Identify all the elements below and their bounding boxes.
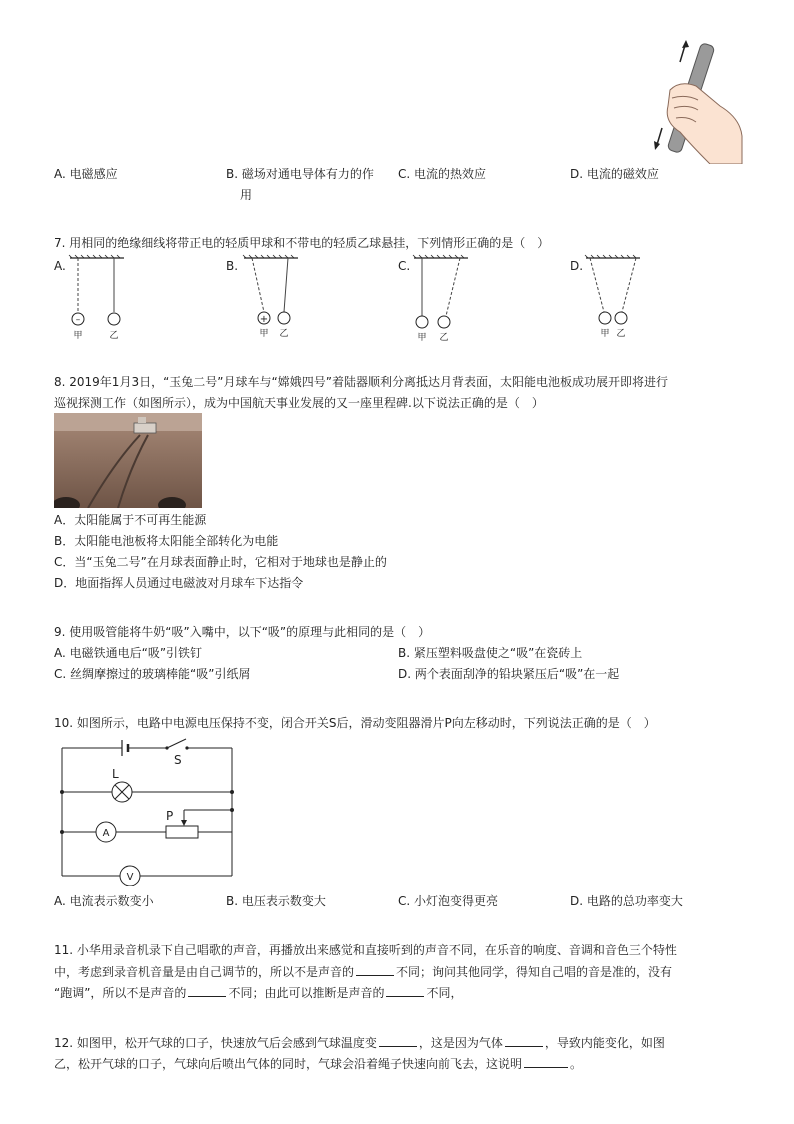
q6-option-b-cont: 用 xyxy=(240,188,253,202)
q10-option-c: C. 小灯泡变得更亮 xyxy=(398,894,499,908)
q7-label-c: C. xyxy=(398,259,411,273)
q10-option-b: B. 电压表示数变大 xyxy=(226,894,326,908)
hand-magnet-figure xyxy=(640,36,744,164)
plus-sign: + xyxy=(259,314,269,325)
ammeter-label: A xyxy=(102,828,110,839)
q11-line2: 中，考虑到录音机音量是由自己调节的，所以不是声音的 不同；询问其他同学，得知自己唱的音是准的，没有 xyxy=(54,965,673,979)
q9-option-d: D. 两个表面刮净的铅块紧压后“吸”在一起 xyxy=(398,667,620,681)
q11-blank-1[interactable] xyxy=(356,963,394,976)
q12-line2: 乙，松开气球的口子，气球向后喷出气体的同时，气球会沿着绳子快速向前飞去，这说明 。 xyxy=(54,1057,583,1071)
q6-option-d: D. 电流的磁效应 xyxy=(570,167,659,181)
q12-blank-1[interactable] xyxy=(379,1034,417,1047)
q8-option-c: C．当“玉兔二号”在月球表面静止时，它相对于地球也是静止的 xyxy=(54,555,387,569)
q11-blank-2[interactable] xyxy=(188,984,226,997)
svg-text:甲: 甲 xyxy=(259,329,269,339)
q8-option-d: D．地面指挥人员通过电磁波对月球车下达指令 xyxy=(54,576,304,590)
q11-blank-3[interactable] xyxy=(386,984,424,997)
q7-label-d: D. xyxy=(570,259,584,273)
svg-text:–: – xyxy=(75,315,81,325)
q7-figure-c xyxy=(410,254,474,344)
switch-blade xyxy=(167,739,186,748)
slider-label: P xyxy=(166,809,174,823)
q8-option-a: A．太阳能属于不可再生能源 xyxy=(54,513,207,527)
svg-text:乙: 乙 xyxy=(616,329,626,339)
q10-stem: 10. 如图所示，电路中电源电压保持不变，闭合开关S后，滑动变阻器滑片P向左移动时，下列说法正确的是（ ） xyxy=(54,716,656,730)
q9-option-a: A. 电磁铁通电后“吸”引铁钉 xyxy=(54,646,203,660)
q7-label-b: B. xyxy=(226,259,239,273)
q8-option-b: B．太阳能电池板将太阳能全部转化为电能 xyxy=(54,534,279,548)
q8-stem-line2: 巡视探测工作（如图所示），成为中国航天事业发展的又一座里程碑.以下说法正确的是（ ） xyxy=(54,396,544,410)
q7-stem: 7. 用相同的绝缘细线将带正电的轻质甲球和不带电的轻质乙球悬挂，下列情形正确的是（ ） xyxy=(54,236,550,250)
moon-rover-photo xyxy=(54,413,202,508)
q10-option-d: D. 电路的总功率变大 xyxy=(570,894,683,908)
svg-text:乙: 乙 xyxy=(279,329,289,339)
q7-figure-d xyxy=(582,254,646,344)
svg-text:甲: 甲 xyxy=(417,333,427,343)
q9-option-c: C. 丝绸摩擦过的玻璃棒能“吸”引纸屑 xyxy=(54,667,251,681)
q12-blank-3[interactable] xyxy=(524,1055,568,1068)
q6-option-a: A. 电磁感应 xyxy=(54,167,118,181)
ball-jia-label: 甲 xyxy=(73,331,83,341)
q7-figure-a xyxy=(66,254,130,344)
q9-option-b: B. 紧压塑料吸盘使之“吸”在瓷砖上 xyxy=(398,646,583,660)
q7-label-a: A. xyxy=(54,259,66,273)
voltmeter-label: V xyxy=(126,872,134,883)
q6-option-b: B. 磁场对通电导体有力的作 xyxy=(226,167,374,181)
circuit-diagram xyxy=(54,736,244,886)
svg-text:甲: 甲 xyxy=(600,329,610,339)
q6-option-c: C. 电流的热效应 xyxy=(398,167,487,181)
q7-figure-b xyxy=(240,254,304,344)
q12-blank-2[interactable] xyxy=(505,1034,543,1047)
q10-option-a: A. 电流表示数变小 xyxy=(54,894,154,908)
rheostat xyxy=(166,826,198,838)
q11-line3: “跑调”，所以不是声音的 不同；由此可以推断是声音的 不同， xyxy=(54,986,463,1000)
ball-yi-label: 乙 xyxy=(109,331,119,341)
q8-stem-line1: 8. 2019年1月3日，“玉兔二号”月球车与“嫦娥四号”着陆器顺利分离抵达月背表面，太阳能电池板成功展开即将进行 xyxy=(54,375,668,389)
lamp-label: L xyxy=(112,767,119,781)
switch-label: S xyxy=(174,753,182,767)
q11-line1: 11. 小华用录音机录下自己唱歌的声音，再播放出来感觉和直接听到的声音不同，在乐音的响度、音调和音色三个特性 xyxy=(54,943,677,957)
q9-stem: 9. 使用吸管能将牛奶“吸”入嘴中，以下“吸”的原理与此相同的是（ ） xyxy=(54,625,431,639)
svg-text:乙: 乙 xyxy=(439,333,449,343)
q12-line1: 12. 如图甲，松开气球的口子，快速放气后会感到气球温度变 ，这是因为气体 ，导致内能变化，如图 xyxy=(54,1036,665,1050)
